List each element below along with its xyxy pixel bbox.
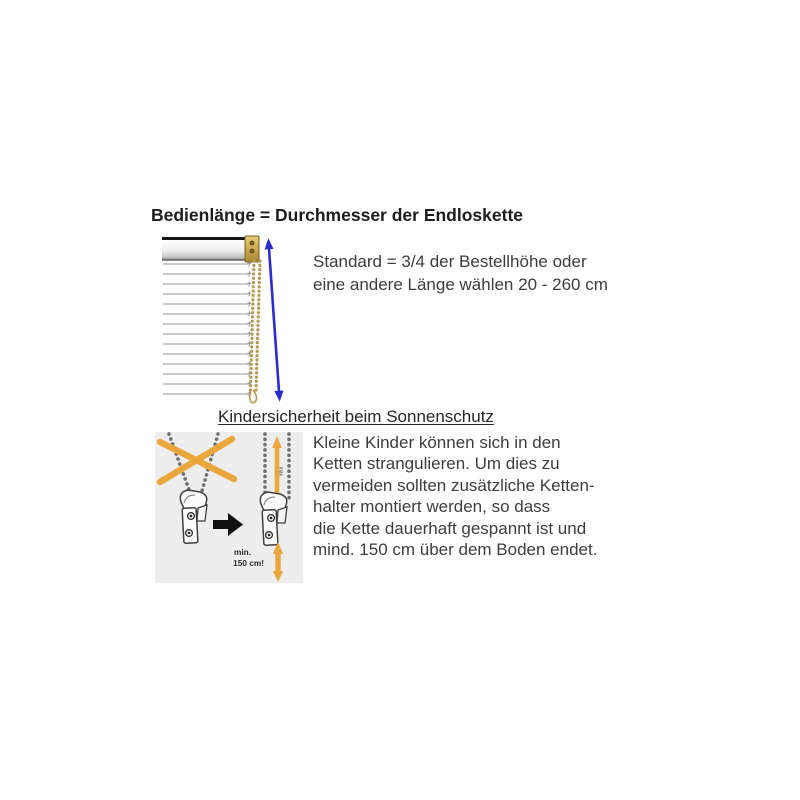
tension-label: max. [277, 466, 284, 478]
blind-illustration [155, 232, 290, 412]
blind-headrail [162, 237, 245, 261]
measure-arrow-icon [264, 238, 284, 402]
bedienlaenge-description [313, 251, 608, 296]
chain-bracket [245, 236, 259, 262]
blind-slats [163, 262, 251, 397]
bedienlaenge-heading: Bedienlänge = Durchmesser der Endloskette [151, 205, 524, 225]
description-line: eine andere Länge wählen 20 - 260 cm [313, 274, 608, 294]
description-line: vermeiden sollten zusätzliche Ketten- [313, 475, 595, 495]
child-safety-illustration [155, 432, 303, 583]
description-line: die Kette dauerhaft gespannt ist und [313, 518, 587, 538]
min-label-line2: 150 cm! [233, 558, 264, 568]
kindersicherheit-heading: Kindersicherheit beim Sonnenschutz [218, 407, 494, 426]
description-line: Ketten strangulieren. Um dies zu [313, 454, 560, 474]
description-line: Standard = 3/4 der Bestellhöhe oder [313, 252, 587, 271]
blind-chain-figure [155, 232, 290, 417]
kindersicherheit-description [313, 432, 597, 560]
description-line: Kleine Kinder können sich in den [313, 433, 561, 452]
description-line: mind. 150 cm über dem Boden endet. [313, 540, 598, 560]
description-line: halter montiert werden, so dass [313, 497, 551, 517]
endless-chain-icon [250, 261, 260, 403]
child-safety-figure [155, 432, 303, 588]
min-label-line1: min. [233, 547, 251, 557]
